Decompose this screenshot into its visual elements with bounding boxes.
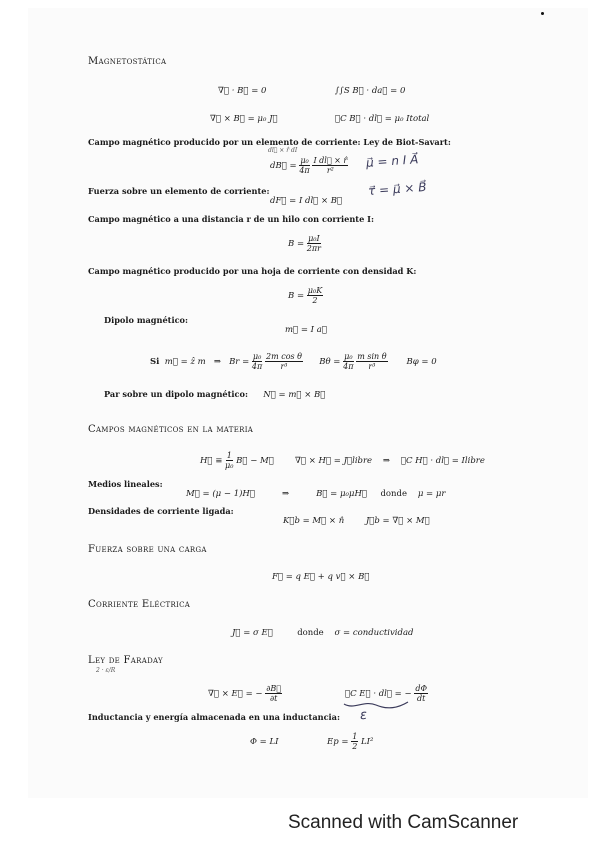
energy-frac [351,732,358,751]
faraday-den: ∂t [269,694,278,703]
eq-torque: N⃗ = m⃗ × B⃗ [263,390,326,400]
section-title-faraday: Ley de Faraday [88,655,163,666]
emf-lhs: ∮C E⃗ · dl⃗ = − [345,689,412,699]
biot-coef-num: μ₀ [300,156,309,165]
biot-den: r² [326,166,334,175]
faraday-frac [265,684,282,703]
k-bound: K⃗b = M⃗ × n̂ [283,516,345,526]
br-coef-den: 4π [251,362,263,371]
eq-flux-inductance: Φ = LI [250,737,279,747]
section-title-magnetostatica: Magnetostática [88,56,167,67]
eq-linear-media [186,489,445,499]
wire-lhs: B = [288,239,305,249]
faraday-lhs: ∇⃗ × E⃗ = − [208,689,263,699]
energy-rhs: LI² [360,737,374,747]
eq-lorentz: F⃗ = q E⃗ + q v⃗ × B⃗ [272,572,370,582]
eq-h-definition [200,451,274,470]
eq-curl-h [295,456,485,466]
biot-coef-den: 4π [299,166,310,175]
br-den: r³ [280,362,288,371]
eq-flux-b: ∫∫S B⃗ · da⃗ = 0 [335,86,406,96]
energy-lhs: Ep = [327,737,349,747]
b-linear: B⃗ = μ₀μH⃗ [316,489,367,499]
speck-mark [541,12,544,15]
h-lhs: H⃗ ≡ [200,456,223,466]
eq-wire [288,234,321,253]
eq-ohm-row [232,628,413,638]
handwritten-underline [342,698,412,710]
emf-frac [414,684,428,703]
implies-arrow-2: ⇒ [382,456,391,466]
label-si: Si [150,357,160,367]
label-biot-savart: Campo magnético producido por un elemento de corriente: Ley de Biot-Savart: [88,137,451,147]
emf-den: dt [417,694,426,703]
handwritten-moment: μ⃗ = n I A⃗ [365,152,419,170]
m-linear: M⃗ = (μ − 1)H⃗ [186,489,255,499]
btheta-den: r³ [368,362,376,371]
btheta-coef [343,352,353,371]
eq-ohm: J⃗ = σ E⃗ [232,628,273,638]
eq-div-b: ∇⃗ · B⃗ = 0 [218,86,267,96]
underline-stroke [344,702,408,708]
emf-num: dΦ [415,684,428,693]
section-title-corriente: Corriente Eléctrica [88,599,191,610]
label-medios-lineales: Medios lineales: [88,479,163,489]
energy-den: 2 [352,742,358,751]
eq-faraday [208,684,282,703]
label-dipolo: Dipolo magnético: [104,315,189,325]
sheet-den: 2 [312,296,318,305]
label-par: Par sobre un dipolo magnético: [104,389,248,399]
sheet-frac [307,286,323,305]
label-donde-1: donde [380,489,407,499]
scanned-page [28,8,588,798]
btheta-num: m sin θ [357,352,387,361]
h-den: μ₀ [225,461,234,470]
br-coef-num: μ₀ [252,352,262,361]
label-conductividad: σ = conductividad [334,628,414,638]
btheta-coef-den: 4π [343,362,354,371]
wire-frac [307,234,321,253]
btheta-coef-num: μ₀ [344,352,353,361]
biot-num: I dl⃗ × r̂ [313,156,348,165]
si-condition: m⃗ = ẑ m [164,357,206,367]
br-num: 2m cos θ [266,352,302,361]
eq-curl-b: ∇⃗ × B⃗ = μ₀ J⃗ [210,114,278,124]
j-bound: J⃗b = ∇⃗ × M⃗ [365,516,430,526]
ampere-h: ∮C H⃗ · dl⃗ = Ilibre [400,456,485,466]
curl-h: ∇⃗ × H⃗ = J⃗libre [295,456,373,466]
biot-lhs: dB⃗ = [270,161,297,171]
section-title-fuerza-carga: Fuerza sobre una carga [88,544,207,555]
label-inductancia: Inductancia y energía almacenada en una inductancia: [88,712,340,722]
mu-relative: μ = μr [417,489,446,499]
implies-arrow-3: ⇒ [281,489,290,499]
biot-coef [299,156,309,175]
biot-frac [312,156,348,175]
eq-dipole-field-row [150,352,437,371]
wire-den: 2πr [306,244,321,253]
label-hilo: Campo magnético a una distancia r de un hilo con corriente I: [88,214,374,224]
br-coef [252,352,262,371]
h-num: 1 [226,451,232,460]
torque-row [104,382,325,401]
label-densidades: Densidades de corriente ligada: [88,506,234,516]
btheta-lhs: Bθ = [319,357,341,367]
camscanner-watermark: Scanned with CamScanner [288,812,519,833]
energy-num: 1 [352,732,358,741]
bphi: Bφ = 0 [406,357,437,367]
implies-arrow: ⇒ [213,357,221,367]
eq-energy [327,732,373,751]
eq-bound-currents [283,516,430,526]
label-donde-2: donde [297,628,324,638]
handwritten-mini-note: dl⃗ × r̂ dI [268,147,298,154]
eq-biot-savart [270,156,348,175]
eq-dipole: m⃗ = I a⃗ [285,325,327,335]
h-frac [225,451,233,470]
h-rhs: B⃗ − M⃗ [236,456,274,466]
br-lhs: Br = [229,357,250,367]
br-frac [265,352,303,371]
label-fuerza-elemento: Fuerza sobre un elemento de corriente: [88,186,270,196]
label-hoja: Campo magnético producido por una hoja de corriente con densidad K: [88,266,417,276]
section-title-materia: Campos magnéticos en la materia [88,424,254,435]
handwritten-torque: τ⃗ = μ⃗ × B⃗ [367,179,427,199]
eq-ampere: ∮C B⃗ · dl⃗ = μ₀ Itotal [335,114,430,124]
eq-force-element: dF⃗ = I dl⃗ × B⃗ [270,196,343,206]
btheta-frac [356,352,387,371]
sheet-num: μ₀K [307,286,323,295]
sheet-lhs: B = [288,291,305,301]
faraday-num: ∂B⃗ [266,684,282,693]
wire-num: μ₀I [308,234,320,243]
handwritten-scribble: 2 · ε/R [96,667,116,674]
eq-sheet [288,286,323,305]
handwritten-emf: ε [359,707,368,724]
